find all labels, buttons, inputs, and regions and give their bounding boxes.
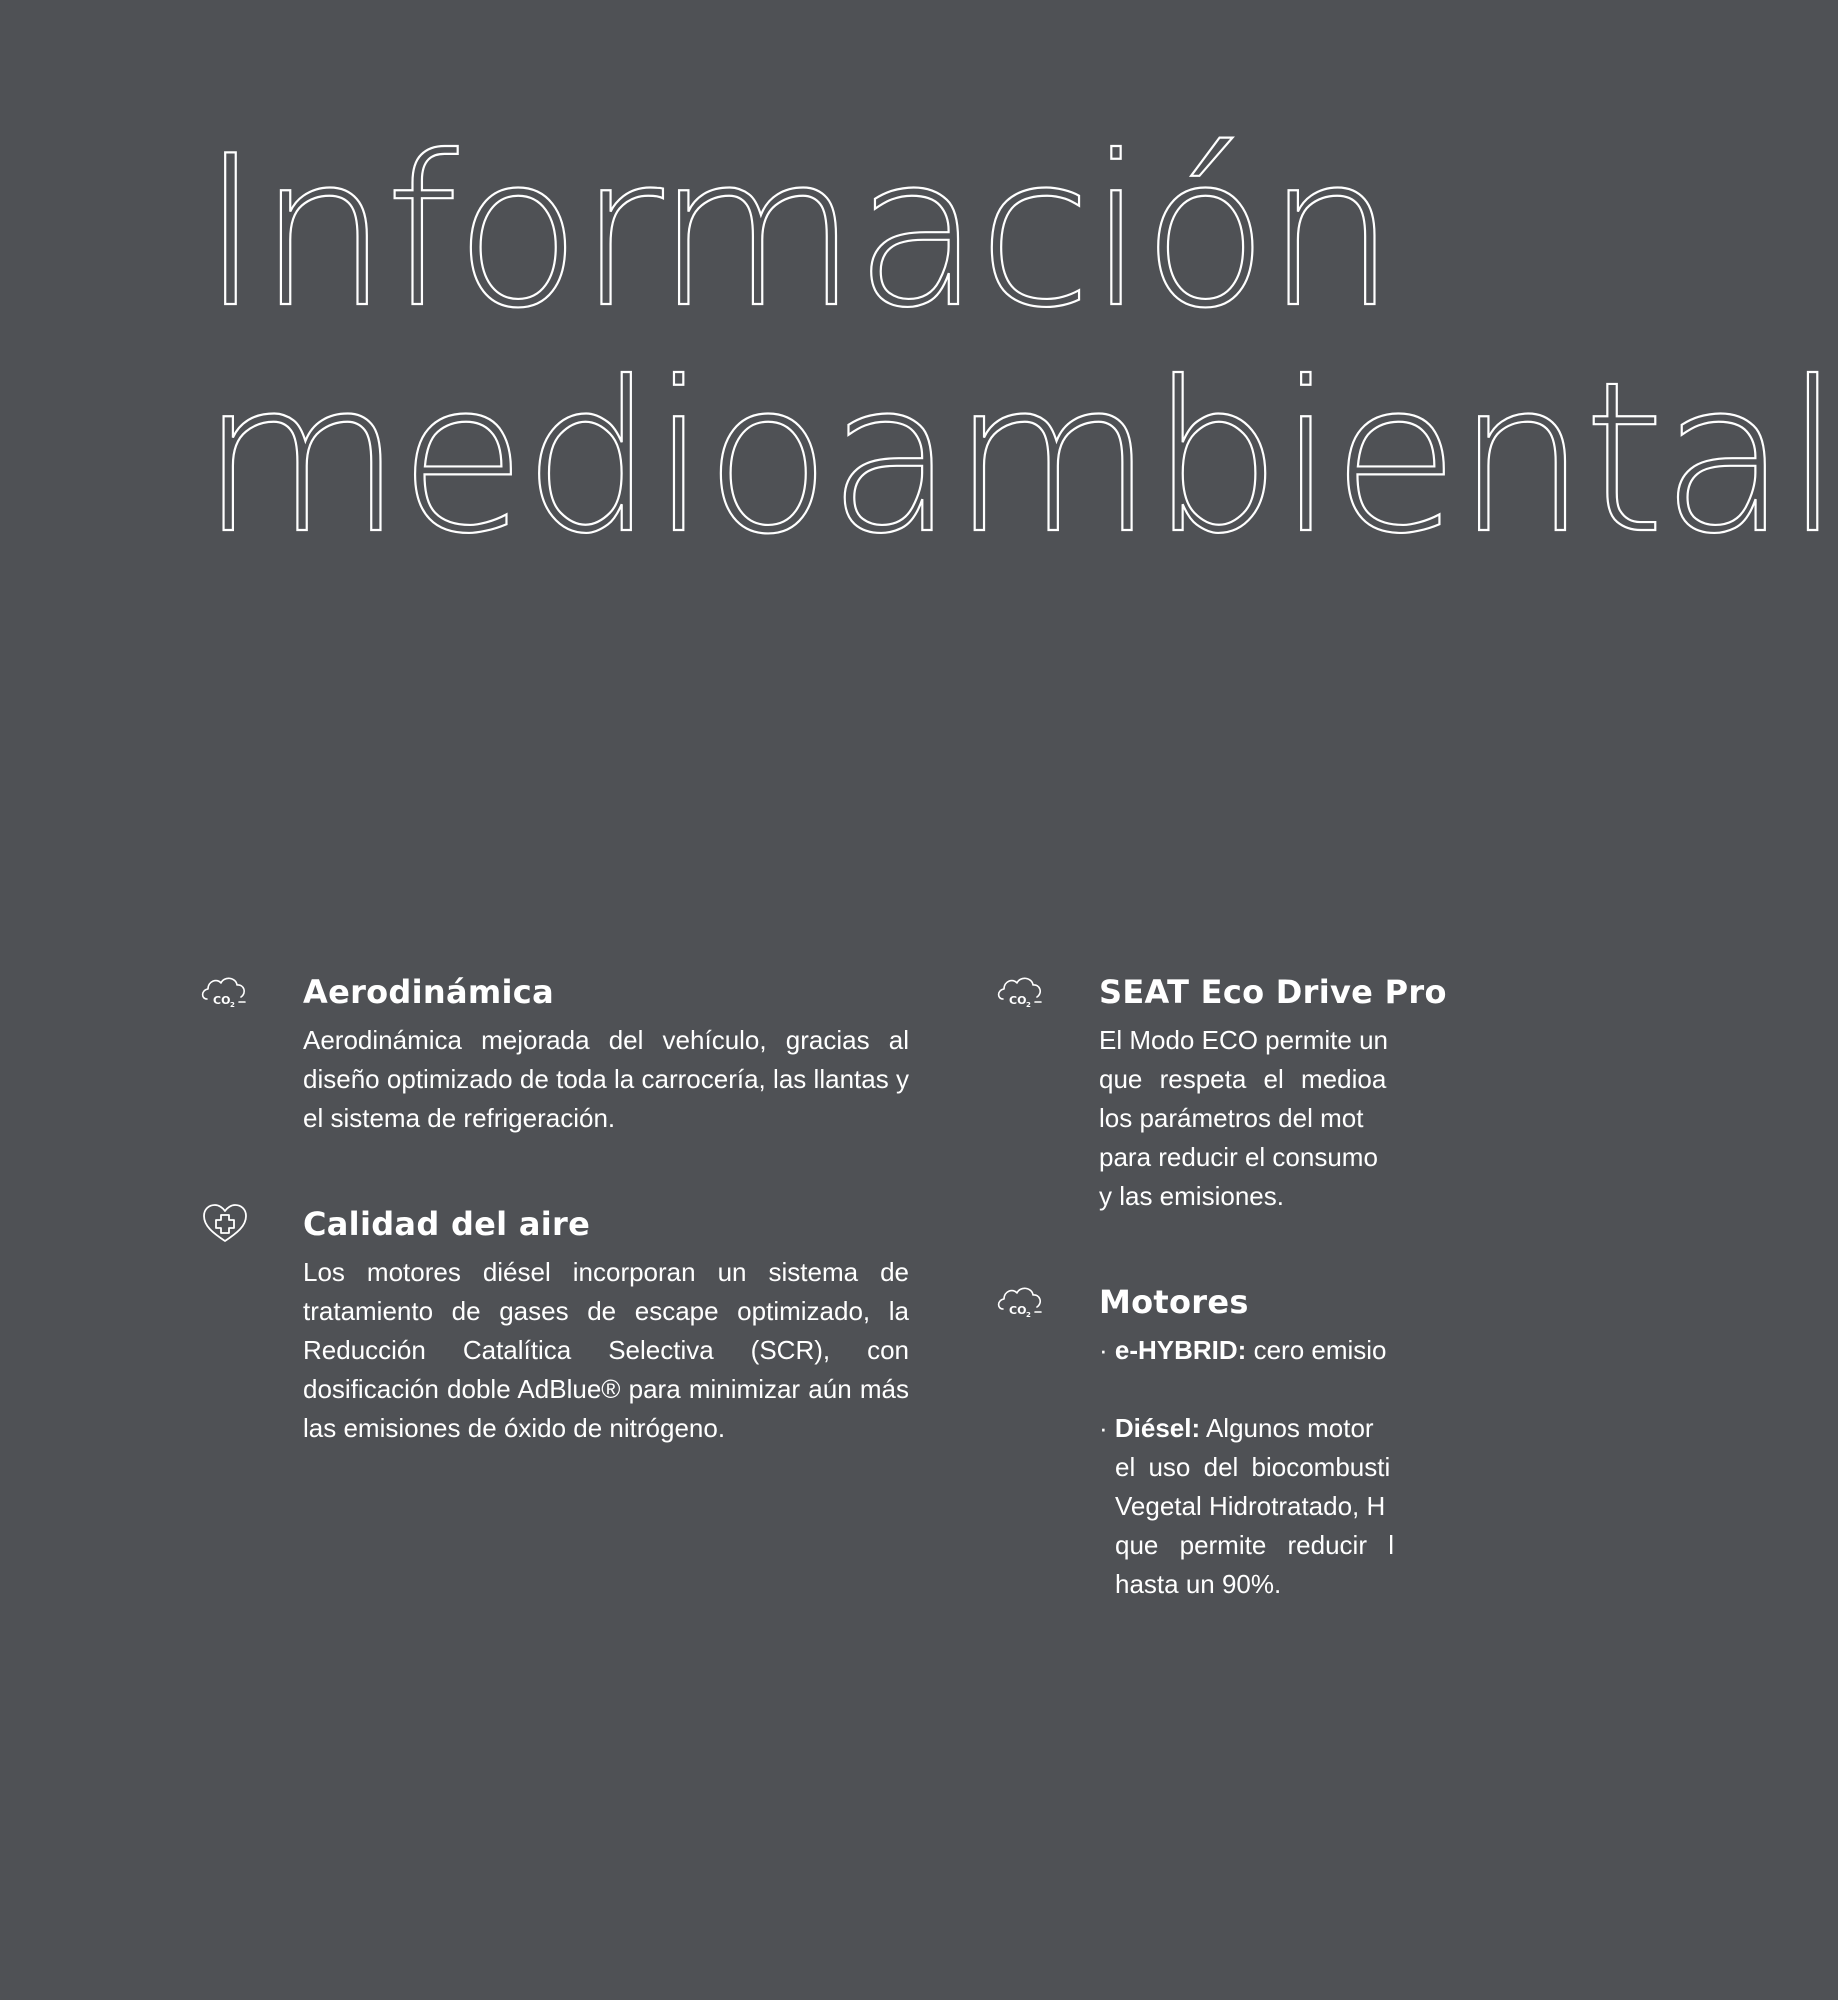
- svg-text:2: 2: [230, 1001, 235, 1009]
- title-line-1: Información: [200, 112, 1393, 354]
- bullet-text: cero emisio: [1253, 1335, 1387, 1365]
- section-calidad-aire: [303, 1205, 909, 1448]
- bullet-text: el uso del biocombusti: [1115, 1452, 1391, 1482]
- section-body: Aerodinámica mejorada del vehículo, gracias al diseño optimizado de toda la carrocería, las llantas y el sistema de refrigeración.: [303, 1025, 909, 1133]
- section-motores: [1009, 1283, 1499, 1643]
- list-item: · e-HYBRID: cero emisio: [1099, 1335, 1387, 1365]
- section-aerodinamica: [213, 973, 909, 1138]
- svg-text:CO: CO: [1009, 994, 1027, 1007]
- co2-cloud-icon: [995, 971, 1047, 1011]
- svg-text:CO: CO: [213, 994, 231, 1007]
- body-line: que respeta el medioa: [1099, 1064, 1387, 1094]
- body-line: los parámetros del mot: [1099, 1103, 1364, 1133]
- bullet-text: que permite reducir l: [1115, 1530, 1394, 1560]
- section-title: SEAT Eco Drive Pro: [1099, 973, 1447, 1011]
- section-title: Calidad del aire: [303, 1205, 591, 1243]
- svg-text:CO: CO: [1009, 1304, 1027, 1317]
- section-body: Los motores diésel incorporan un sistema de tratamiento de gases de escape optimizado, la Reducción Catalítica Selectiva (SCR), con dosificación doble AdBlue® para minimizar aún más las emisiones de óxido de nitrógeno.: [303, 1257, 909, 1443]
- section-title: Motores: [1099, 1283, 1249, 1321]
- bullet-text: Algunos motor: [1205, 1413, 1374, 1443]
- bullet-text: Vegetal Hidrotratado, H: [1115, 1491, 1386, 1521]
- heart-plus-icon: [199, 1203, 251, 1243]
- co2-cloud-icon: [995, 1281, 1047, 1321]
- bullet-label: e-HYBRID:: [1114, 1335, 1247, 1365]
- svg-text:2: 2: [1026, 1001, 1031, 1009]
- title-line-2: medioambiental: [200, 338, 1838, 580]
- body-line: para reducir el consumo: [1099, 1142, 1378, 1172]
- svg-text:2: 2: [1026, 1311, 1031, 1319]
- bullet-label: Diésel:: [1114, 1413, 1201, 1443]
- section-eco-drive: [1009, 973, 1499, 1216]
- bullet-text: hasta un 90%.: [1115, 1569, 1282, 1599]
- body-line: y las emisiones.: [1099, 1181, 1284, 1211]
- section-body: [1099, 1021, 1499, 1216]
- list-item: · Diésel: Algunos motor el uso del biocombusti Vegetal Hidrotratado, H que permite reducir l hasta un 90%.: [1099, 1413, 1394, 1599]
- co2-cloud-icon: [199, 971, 251, 1011]
- page-title: [200, 112, 1838, 580]
- section-title: Aerodinámica: [303, 973, 554, 1011]
- body-line: El Modo ECO permite un: [1099, 1025, 1389, 1055]
